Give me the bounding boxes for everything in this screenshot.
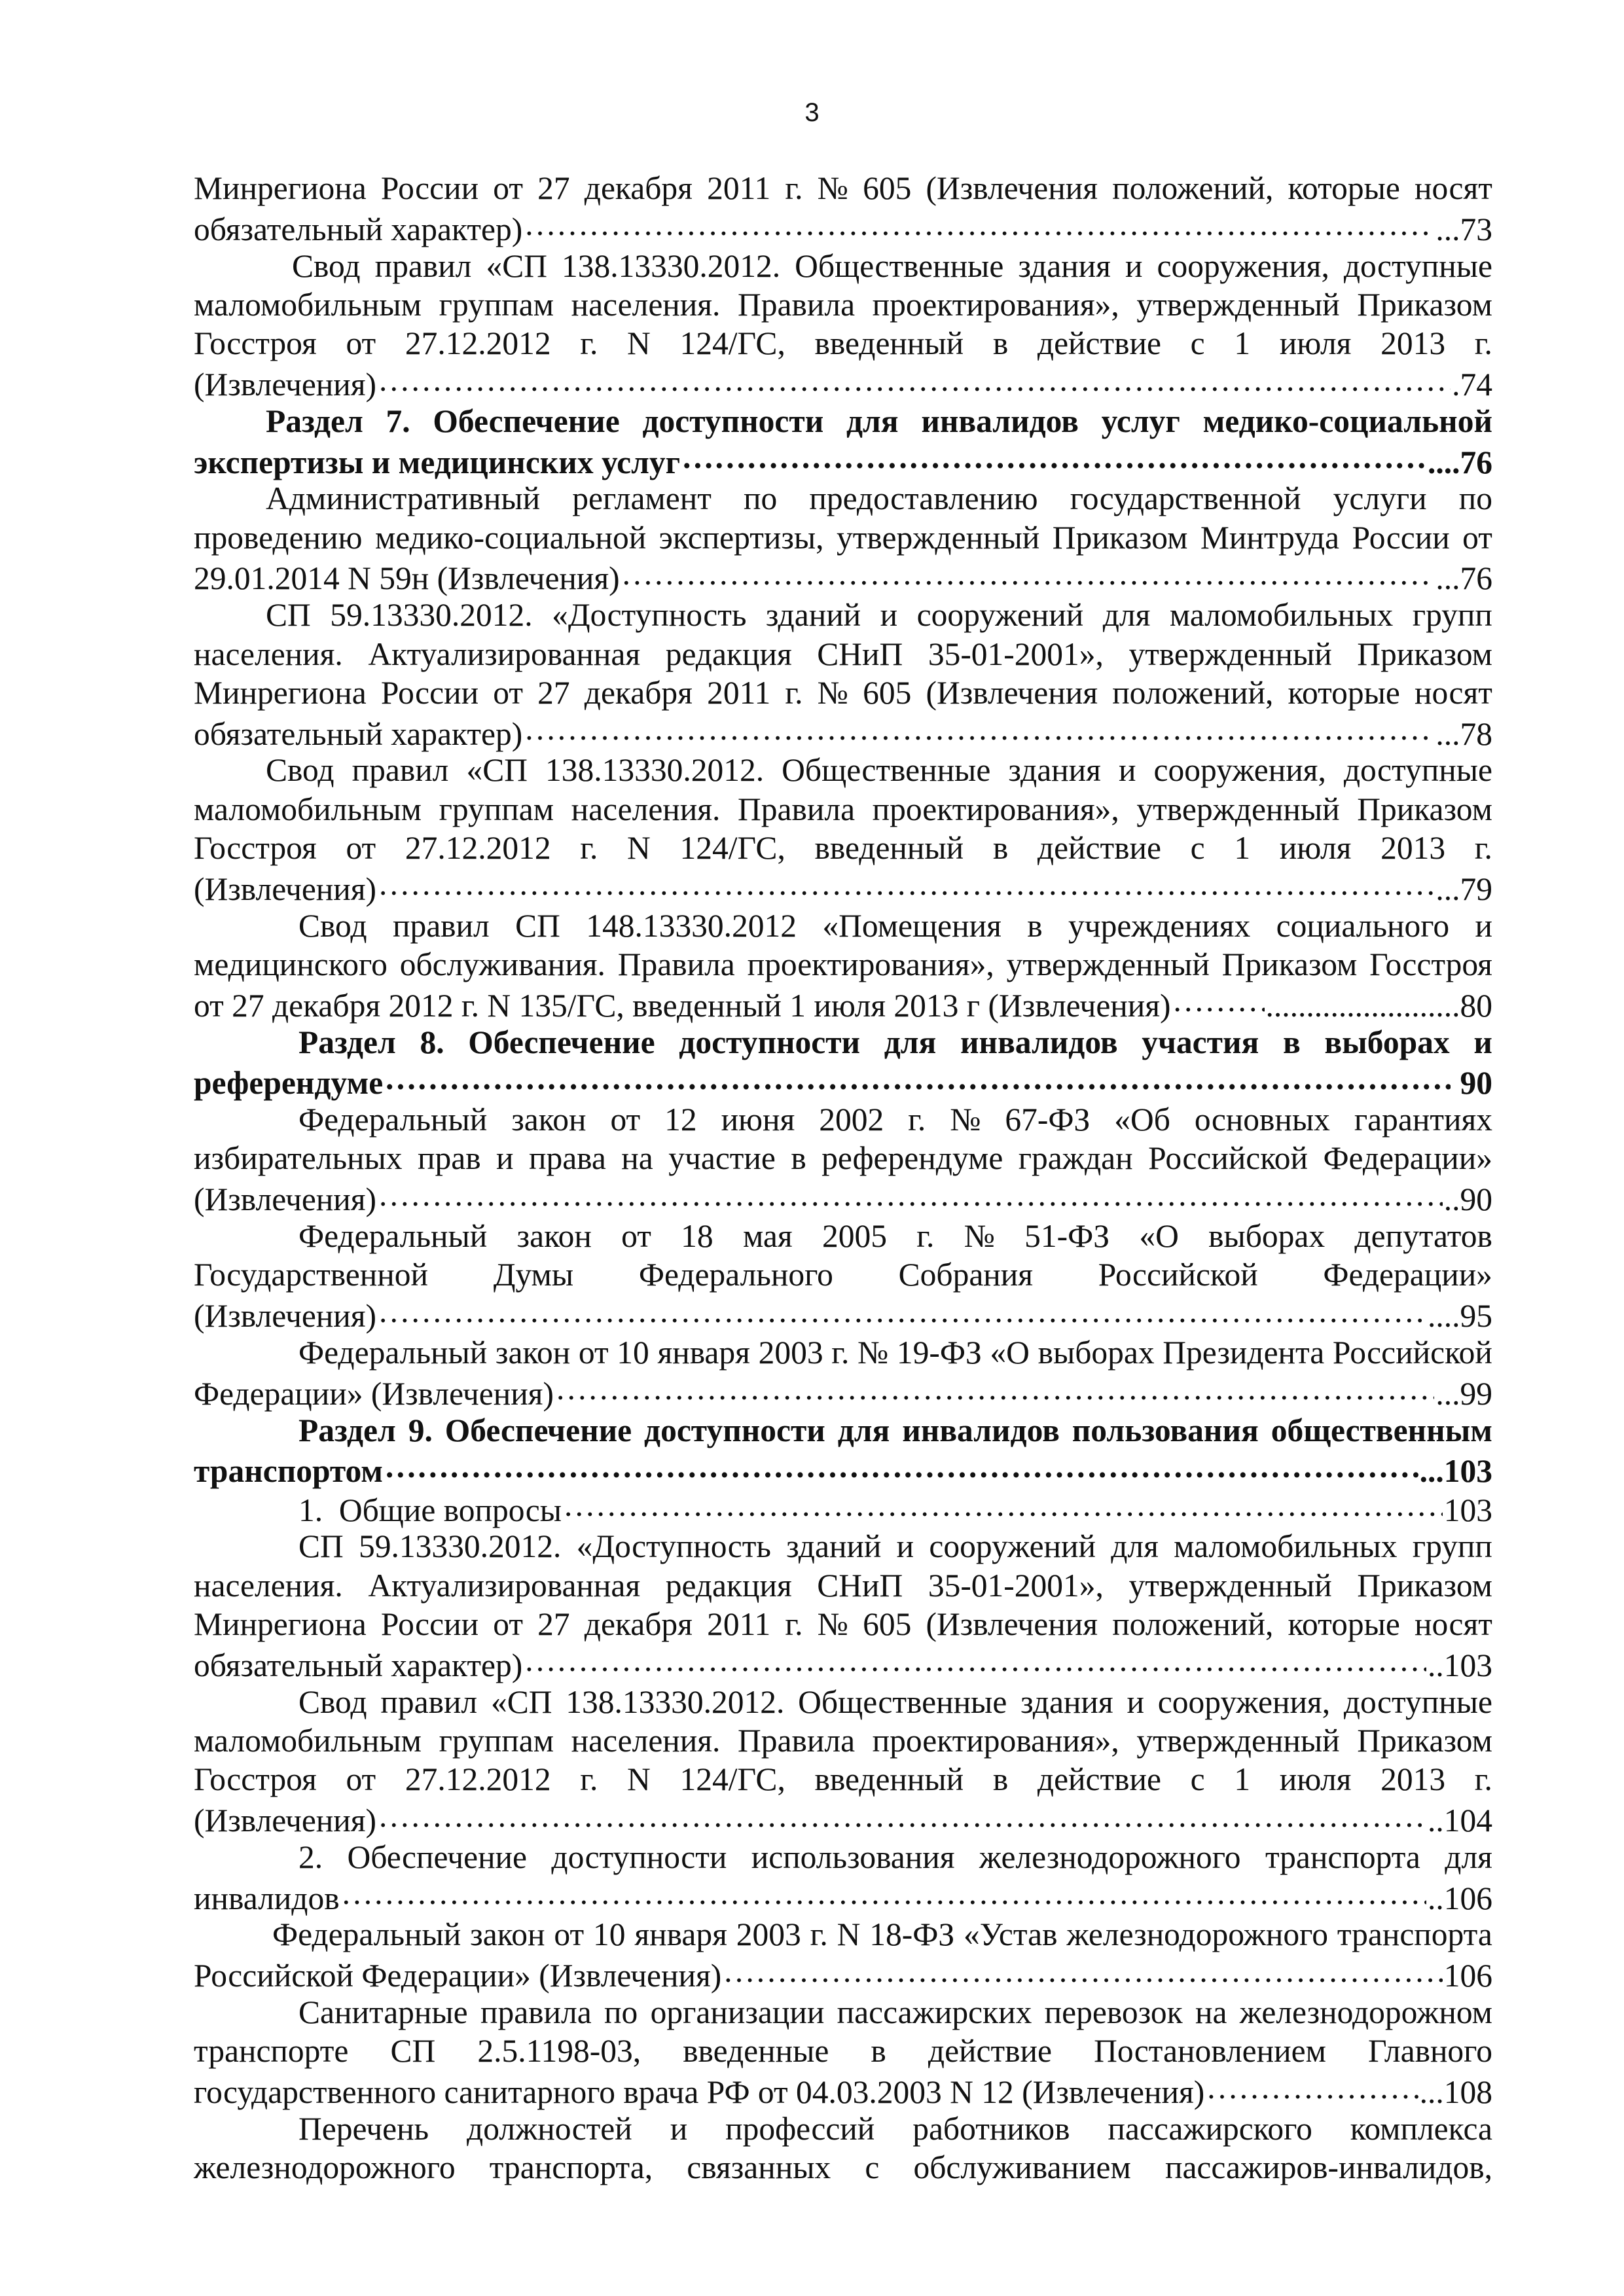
toc-entry-line: Госстроя от 27.12.2012 г. N 124/ГС, введенный в действие с 1 июля 2013 г. xyxy=(194,1761,1492,1798)
toc-section-heading xyxy=(194,1411,1492,1489)
toc-page-number: ...78 xyxy=(1435,715,1492,752)
toc-section-heading xyxy=(194,1023,1492,1101)
toc-entry-last-line xyxy=(194,363,1492,401)
toc-entry-line: Санитарные правила по организации пассажирских перевозок на железнодорожном xyxy=(298,1994,1492,2030)
toc-entry-line: Федеральный закон от 18 мая 2005 г. № 51-ФЗ «О выборах депутатов xyxy=(298,1218,1492,1255)
toc-entry-line: населения. Актуализированная редакция СНиП 35-01-2001», утвержденный Приказом xyxy=(194,636,1492,672)
toc-entry-line: медицинского обслуживания. Правила проектирования», утвержденный Приказом Госстроя xyxy=(194,946,1492,982)
toc-leader-dots xyxy=(1172,984,1265,1016)
toc-entry-title: транспортом xyxy=(194,1453,384,1490)
toc-entry-line: Раздел 7. Обеспечение доступности для инвалидов услуг медико-социальной xyxy=(266,403,1492,439)
toc-page-number: ........................80 xyxy=(1265,987,1492,1024)
toc-entry-last-line xyxy=(194,557,1492,596)
toc-entry-line: проведению медико-социальной экспертизы, утвержденный Приказом Минтруда России от xyxy=(194,519,1492,556)
toc-page-number: ...73 xyxy=(1435,211,1492,247)
toc-entry-line: Минрегиона России от 27 декабря 2011 г. № 605 (Извлечения положений, которые носят xyxy=(194,674,1492,711)
toc-entry-line: СП 59.13330.2012. «Доступность зданий и сооружений для маломобильных групп xyxy=(266,597,1492,634)
toc-leader-dots xyxy=(378,363,1451,395)
toc-entry-line: Свод правил «СП 138.13330.2012. Общественные здания и сооружения, доступные xyxy=(266,752,1492,789)
toc-entry-title: 29.01.2014 N 59н (Извлечения) xyxy=(194,560,620,597)
toc-page-number: ..106 xyxy=(1428,1880,1492,1916)
toc-leader-dots xyxy=(621,557,1435,590)
toc-entry-last-line xyxy=(194,1488,1492,1527)
toc-leader-dots xyxy=(341,1876,1426,1909)
toc-entry-title: (Извлечения) xyxy=(194,1298,377,1335)
toc-entry-last-line xyxy=(194,1876,1492,1915)
toc-entry-line: Госстроя от 27.12.2012 г. N 124/ГС, введенный в действие с 1 июля 2013 г. xyxy=(194,830,1492,867)
toc-page-number: ....95 xyxy=(1428,1298,1492,1335)
toc-entry xyxy=(194,1217,1492,1333)
toc-leader-dots xyxy=(524,207,1434,240)
toc-page-number: ....76 xyxy=(1428,444,1492,480)
toc-entry-line: Федеральный закон от 10 января 2003 г. № 19-ФЗ «О выборах Президента Российской xyxy=(298,1334,1492,1371)
toc-entry-title: обязательный характер) xyxy=(194,715,523,752)
toc-entry-last-line xyxy=(194,1450,1492,1488)
toc-page-number: ..104 xyxy=(1428,1802,1492,1839)
toc-page-number: .74 xyxy=(1452,366,1492,403)
toc-entry-line: Госстроя от 27.12.2012 г. N 124/ГС, введенный в действие с 1 июля 2013 г. xyxy=(194,325,1492,362)
toc-entry-last-line xyxy=(194,867,1492,906)
toc-entry-line: Раздел 9. Обеспечение доступности для инвалидов пользования общественным xyxy=(298,1412,1492,1448)
toc-page-number: ...103 xyxy=(1419,1453,1492,1490)
toc-entry-line: населения. Актуализированная редакция СНиП 35-01-2001», утвержденный Приказом xyxy=(194,1567,1492,1604)
toc-entry-last-line xyxy=(194,440,1492,479)
toc-entry-line: Свод правил «СП 138.13330.2012. Общественные здания и сооружения, доступные xyxy=(292,247,1492,284)
table-of-contents xyxy=(194,169,1492,2187)
toc-entry-last-line xyxy=(194,712,1492,751)
toc-entry-line: маломобильным группам населения. Правила проектирования», утвержденный Приказом xyxy=(194,286,1492,323)
toc-entry-line: СП 59.13330.2012. «Доступность зданий и сооружений для маломобильных групп xyxy=(298,1528,1492,1565)
toc-entry xyxy=(194,1838,1492,1916)
toc-entry-line: Федеральный закон от 12 июня 2002 г. № 67-ФЗ «Об основных гарантиях xyxy=(298,1102,1492,1138)
toc-entry-line: маломобильным группам населения. Правила проектирования», утвержденный Приказом xyxy=(194,791,1492,827)
toc-entry-line: маломобильным группам населения. Правила проектирования», утвержденный Приказом xyxy=(194,1722,1492,1759)
toc-entry-last-line xyxy=(194,1062,1492,1100)
toc-leader-dots xyxy=(384,1450,1418,1482)
toc-entry-line: Минрегиона России от 27 декабря 2011 г. № 605 (Извлечения положений, которые носят xyxy=(194,170,1492,206)
toc-entry-last-line xyxy=(194,1799,1492,1837)
toc-entry-title: экспертизы и медицинских услуг xyxy=(194,444,681,480)
toc-entry xyxy=(194,1915,1492,1993)
toc-section-heading xyxy=(194,402,1492,480)
toc-entry-title: (Извлечения) xyxy=(194,1181,377,1218)
toc-entry-title: (Извлечения) xyxy=(194,870,377,907)
toc-entry-line: Свод правил «СП 138.13330.2012. Общественные здания и сооружения, доступные xyxy=(298,1683,1492,1720)
toc-entry-title: обязательный характер) xyxy=(194,211,523,247)
toc-leader-dots xyxy=(378,1799,1426,1831)
toc-leader-dots xyxy=(378,867,1434,900)
toc-entry xyxy=(194,596,1492,751)
toc-entry-title: государственного санитарного врача РФ от 04.03.2003 N 12 (Извлечения) xyxy=(194,2074,1205,2111)
toc-entry-line: Раздел 8. Обеспечение доступности для инвалидов участия в выборах и xyxy=(298,1024,1492,1060)
toc-leader-dots xyxy=(723,1954,1442,1987)
toc-entry xyxy=(194,1683,1492,1838)
toc-entry-title: референдуме xyxy=(194,1065,384,1102)
toc-leader-dots xyxy=(563,1488,1443,1521)
toc-entry xyxy=(194,1488,1492,1527)
toc-entry-last-line xyxy=(194,2071,1492,2109)
toc-entry-line: Минрегиона России от 27 декабря 2011 г. № 605 (Извлечения положений, которые носят xyxy=(194,1605,1492,1642)
toc-entry-title: Российской Федерации» (Извлечения) xyxy=(194,1958,722,1994)
toc-entry-title: обязательный характер) xyxy=(194,1647,523,1683)
toc-entry xyxy=(194,247,1492,402)
toc-entry-title: Федерации» (Извлечения) xyxy=(194,1375,554,1412)
toc-page-number: ...99 xyxy=(1435,1375,1492,1412)
toc-entry-line: железнодорожного транспорта, связанных с обслуживанием пассажиров-инвалидов, xyxy=(194,2149,1492,2186)
toc-entry-line: 2. Обеспечение доступности использования железнодорожного транспорта для xyxy=(298,1839,1492,1875)
toc-entry xyxy=(194,751,1492,906)
toc-entry xyxy=(194,1527,1492,1682)
page-number: 3 xyxy=(804,98,820,127)
toc-page-number: ...108 xyxy=(1419,2074,1492,2111)
toc-entry-line: Административный регламент по предоставлению государственной услуги по xyxy=(266,480,1492,517)
toc-leader-dots xyxy=(378,1178,1443,1211)
toc-entry-line: избирательных прав и права на участие в референдуме граждан Российской Федерации» xyxy=(194,1140,1492,1177)
toc-leader-dots xyxy=(378,1295,1426,1327)
toc-page-number: ..103 xyxy=(1428,1647,1492,1683)
toc-leader-dots xyxy=(384,1062,1451,1094)
toc-leader-dots xyxy=(524,712,1434,745)
toc-entry-title: (Извлечения) xyxy=(194,366,377,403)
toc-entry xyxy=(194,1333,1492,1411)
toc-entry xyxy=(194,1100,1492,1217)
toc-page-number: 106 xyxy=(1443,1958,1492,1994)
toc-entry-title: (Извлечения) xyxy=(194,1802,377,1839)
toc-entry-line: Государственной Думы Федерального Собрания Российской Федерации» xyxy=(194,1257,1492,1293)
toc-entry-last-line xyxy=(194,1178,1492,1217)
toc-entry-title: инвалидов xyxy=(194,1880,340,1916)
toc-entry-last-line xyxy=(194,1643,1492,1682)
toc-entry-title: от 27 декабря 2012 г. N 135/ГС, введенный 1 июля 2013 г (Извлечения) xyxy=(194,987,1171,1024)
toc-entry-last-line xyxy=(194,1372,1492,1410)
toc-entry-last-line xyxy=(194,207,1492,246)
toc-page-number: ...79 xyxy=(1435,870,1492,907)
toc-entry-line: Свод правил СП 148.13330.2012 «Помещения в учреждениях социального и xyxy=(298,907,1492,944)
toc-entry-line: Перечень должностей и профессий работников пассажирского комплекса xyxy=(298,2110,1492,2147)
toc-page-number: 90 xyxy=(1452,1065,1492,1102)
toc-entry xyxy=(194,1993,1492,2109)
toc-entry-title: 1. Общие вопросы xyxy=(298,1492,562,1528)
toc-entry xyxy=(194,479,1492,596)
toc-entry xyxy=(194,2109,1492,2187)
toc-leader-dots xyxy=(681,440,1426,473)
toc-page-number: ...76 xyxy=(1435,560,1492,597)
toc-page-number: ..90 xyxy=(1443,1181,1492,1218)
toc-entry-line: транспорте СП 2.5.1198-03, введенные в действие Постановлением Главного xyxy=(194,2033,1492,2070)
toc-entry-last-line xyxy=(194,984,1492,1022)
toc-entry xyxy=(194,906,1492,1023)
toc-entry-line: Федеральный закон от 10 января 2003 г. N 18-ФЗ «Устав железнодорожного транспорта xyxy=(272,1916,1492,1953)
toc-leader-dots xyxy=(524,1643,1426,1676)
toc-entry-last-line xyxy=(194,1295,1492,1333)
toc-entry-last-line xyxy=(194,1954,1492,1993)
toc-entry xyxy=(194,169,1492,247)
toc-leader-dots xyxy=(555,1372,1434,1405)
toc-page-number: 103 xyxy=(1443,1492,1492,1528)
toc-leader-dots xyxy=(1206,2071,1418,2104)
